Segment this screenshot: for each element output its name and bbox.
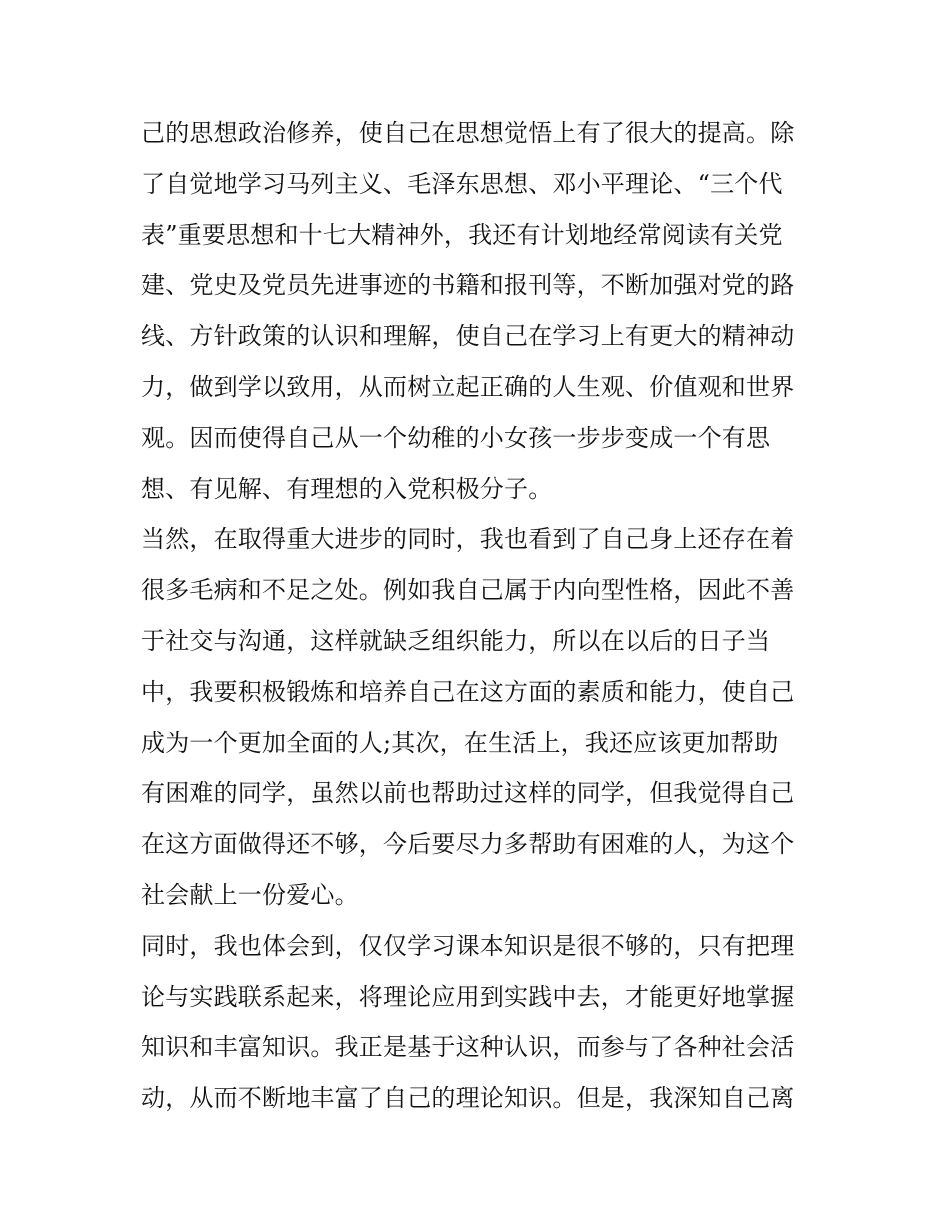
text-line: 建、党史及党员先进事迹的书籍和报刊等，不断加强对党的路	[141, 271, 795, 300]
text-line: 在这方面做得还不够，今后要尽力多帮助有困难的人，为这个	[141, 830, 795, 859]
text-line: 当然，在取得重大进步的同时，我也看到了自己身上还存在着	[141, 525, 795, 554]
text-line: 中，我要积极锻炼和培养自己在这方面的素质和能力，使自己	[141, 677, 795, 706]
text-line: 成为一个更加全面的人;其次，在生活上，我还应该更加帮助	[141, 728, 779, 757]
text-line: 知识和丰富知识。我正是基于这种认识，而参与了各种社会活	[141, 1033, 795, 1062]
text-line: 了自觉地学习马列主义、毛泽东思想、邓小平理论、“三个代	[141, 169, 783, 198]
text-line: 己的思想政治修养，使自己在思想觉悟上有了很大的提高。除	[141, 119, 795, 147]
text-line: 想、有见解、有理想的入党积极分子。	[141, 474, 553, 503]
text-line: 论与实践联系起来，将理论应用到实践中去，才能更好地掌握	[141, 982, 795, 1011]
text-line: 社会献上一份爱心。	[141, 880, 359, 909]
document-body	[141, 108, 821, 1124]
text-line: 于社交与沟通，这样就缺乏组织能力，所以在以后的日子当	[141, 626, 771, 655]
text-line: 同时，我也体会到，仅仅学习课本知识是很不够的，只有把理	[141, 931, 795, 960]
text-line: 动，从而不断地丰富了自己的理论知识。但是，我深知自己离	[141, 1084, 795, 1113]
text-line: 很多毛病和不足之处。例如我自己属于内向型性格，因此不善	[141, 576, 795, 605]
text-line: 有困难的同学，虽然以前也帮助过这样的同学，但我觉得自己	[141, 779, 795, 808]
text-line: 表”重要思想和十七大精神外，我还有计划地经常阅读有关党	[141, 220, 783, 249]
text-line: 力，做到学以致用，从而树立起正确的人生观、价值观和世界	[141, 372, 795, 401]
text-line: 线、方针政策的认识和理解，使自己在学习上有更大的精神动	[141, 322, 795, 351]
text-line: 观。因而使得自己从一个幼稚的小女孩一步步变成一个有思	[141, 423, 771, 452]
